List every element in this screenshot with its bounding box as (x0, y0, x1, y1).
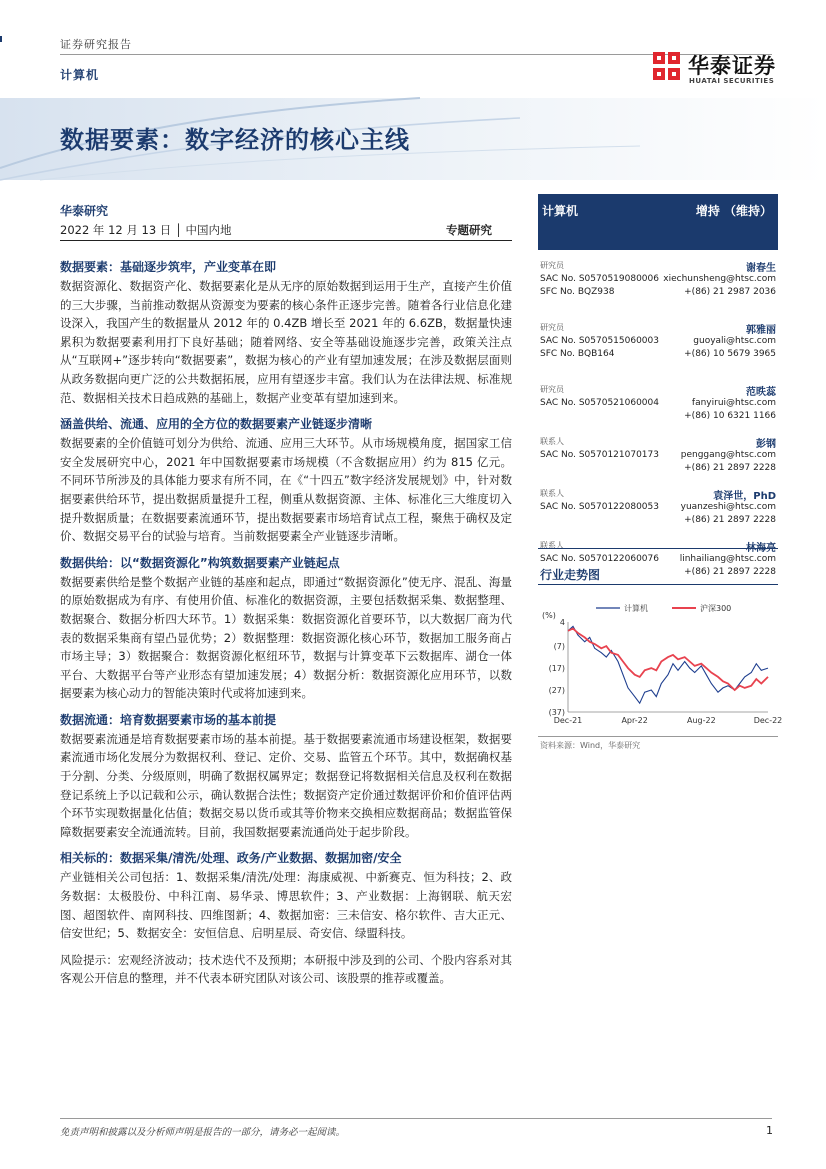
analyst-sac: SAC No. S0570122080053 (540, 502, 659, 512)
footer-rule (60, 1118, 772, 1119)
analyst-name: 谢春生 (746, 263, 776, 274)
section-body: 产业链相关公司包括：1、数据采集/清洗/处理：海康威视、中新赛克、恒为科技；2、政务数据：太极股份、中科江南、易华录、博思软件；3、产业数据：上海钢联、航天宏图、超图软件、南网科技、四维图新；4、数据加密：三未信安、格尔软件、吉大正元、信安世纪；5、数据安全：安恒信息、启明星辰、奇安信、绿盟科技。 (60, 870, 512, 941)
x-tick-label: Dec-21 (553, 716, 583, 725)
section-targets (60, 849, 512, 942)
y-tick-label: 4 (559, 618, 565, 627)
analyst-email[interactable]: guoyali@htsc.com (693, 336, 776, 346)
analyst-phone: +(86) 21 2897 2228 (684, 567, 776, 577)
analyst-role: 联系人 (540, 541, 564, 550)
section-risk (60, 951, 512, 988)
analyst-card (538, 488, 778, 530)
analyst-name: 袁泽世，PhD (713, 491, 776, 502)
section-body: 数据要素的全价值链可划分为供给、流通、应用三大环节。从市场规模角度，据国家工信安全发展研究中心，2021 年中国数据要素市场规模（不含数据应用）约为 815 亿元。不同环节所涉及的具体能力要求有所不同，在《“十四五”数字经济发展规划》中，针对数据要素供给环节，提出数据质量提升工程，侧重从数据资源、主体、标准化三大维度切入提升数据质量；在数据要素流通环节，提出数据要素市场培育试点工程，聚焦于确权及定价、数据交易平台的试验与培育。当前数据要素全产业链逐步清晰。 (60, 436, 512, 544)
trend-chart (538, 594, 783, 734)
section-chain (60, 415, 512, 546)
legend-label: 计算机 (624, 604, 648, 613)
report-title: 数据要素：数字经济的核心主线 (60, 126, 410, 154)
analyst-sfc: SFC No. BQZ938 (540, 287, 615, 297)
section-supply (60, 554, 512, 703)
series-line-hs300 (568, 629, 768, 690)
analyst-role: 研究员 (540, 323, 564, 332)
sidebar-header (538, 194, 778, 224)
section-title: 数据流通：培育数据要素市场的基本前提 (60, 712, 277, 727)
analyst-role: 研究员 (540, 261, 564, 270)
section-title: 相关标的：数据采集/清洗/处理、政务/产业数据、数据加密/安全 (60, 851, 402, 866)
x-tick-label: Dec-22 (753, 716, 783, 725)
analyst-phone: +(86) 10 5679 3965 (684, 349, 776, 359)
analyst-phone: +(86) 10 6321 1166 (684, 411, 776, 421)
footer-disclaimer: 免责声明和披露以及分析师声明是报告的一部分，请务必一起阅读。 (60, 1127, 346, 1138)
y-tick-label: (27) (548, 686, 565, 696)
analyst-email[interactable]: linhailiang@htsc.com (679, 554, 776, 564)
analyst-sac: SAC No. S0570122060076 (540, 554, 659, 564)
analyst-sfc: SFC No. BQB164 (540, 349, 615, 359)
analyst-sac: SAC No. S0570515060003 (540, 336, 659, 346)
trend-title: 行业走势图 (540, 568, 601, 582)
y-axis-unit: (%) (542, 611, 556, 620)
section-body: 数据资源化、数据资产化、数据要素化是从无序的原始数据到运用于生产，直接产生价值的三大步骤，当前推动数据从资源变为要素的核心条件正逐步完善。随着各行业信息化建设深入，我国产生的数据量从 2012 年的 0.4ZB 增长至 2021 年的 6.6ZB，数据量快速累积为数据要素利用打下良好基础；随着网络、安全等基础设施逐步完善，政策关注点从“互联网+”逐步转向“数据要素”，数据为核心的产业有望加速发展；在涉及数据层面则从政务数据向更广泛的公共数据拓展，应用有望逐步丰富。我们认为在法律法规、标准规范、数据相关技术日趋成熟的基础上，数据产业变革有望加速到来。 (60, 279, 512, 405)
y-tick-label: (37) (548, 708, 565, 717)
rating-badge: 增持 （维持） (695, 204, 772, 218)
analyst-card (538, 384, 778, 426)
analyst-name: 林海亮 (746, 543, 776, 554)
analyst-sac: SAC No. S0570521060004 (540, 398, 659, 408)
analyst-phone: +(86) 21 2897 2228 (684, 515, 776, 525)
sidebar-sector: 计算机 (542, 204, 579, 218)
main-content (60, 258, 512, 996)
huatai-logo (652, 50, 782, 90)
analyst-sac: SAC No. S0570121070173 (540, 450, 659, 460)
analyst-card (538, 322, 778, 374)
title-banner (0, 98, 826, 180)
section-title: 涵盖供给、流通、应用的全方位的数据要素产业链逐步清晰 (60, 417, 373, 432)
chart-source: 资料来源：Wind，华泰研究 (540, 741, 641, 750)
x-tick-label: Aug-22 (686, 716, 716, 725)
analyst-name: 范昳蕊 (746, 387, 776, 398)
analyst-role: 联系人 (540, 489, 564, 498)
series-line-computer (568, 626, 768, 703)
analyst-card (538, 260, 778, 312)
sidebar-end-rule (538, 548, 778, 549)
trend-rule (538, 584, 778, 585)
chart-source-rule (538, 736, 778, 737)
analyst-email[interactable]: xiechunsheng@htsc.com (663, 274, 776, 284)
page-number: 1 (766, 1124, 773, 1137)
section-title: 数据供给：以“数据资源化”构筑数据要素产业链起点 (60, 555, 340, 570)
analyst-phone: +(86) 21 2987 2036 (684, 287, 776, 297)
huatai-logo-mark-icon (652, 50, 682, 84)
analyst-sac: SAC No. S0570519080006 (540, 274, 659, 284)
section-circulation (60, 711, 512, 842)
y-tick-label: (7) (553, 642, 565, 652)
logo-cn-text: 华泰证券 (688, 54, 776, 78)
x-tick-label: Apr-22 (621, 716, 648, 725)
research-org: 华泰研究 (60, 204, 109, 218)
analyst-phone: +(86) 21 2897 2228 (684, 463, 776, 473)
risk-note: 风险提示：宏观经济波动；技术迭代不及预期；本研报中涉及到的公司、个股内容系对其客观公开信息的整理，并不代表本研究团队对该公司、该股票的推荐或覆盖。 (60, 952, 512, 986)
analyst-role: 研究员 (540, 385, 564, 394)
header-doc-type: 证券研究报告 (60, 38, 132, 51)
sidebar (538, 194, 778, 582)
analyst-email[interactable]: fanyirui@htsc.com (691, 398, 776, 408)
y-tick-label: (17) (548, 664, 565, 674)
logo-en-text: HUATAI SECURITIES (689, 77, 775, 85)
section-body: 数据要素流通是培育数据要素市场的基本前提。基于数据要素流通市场建设框架，数据要素流通市场化发展分为数据权利、登记、定价、交易、监管五个环节。其中，数据确权基于分割、分类、分级原则，明确了数据权属界定；数据登记将数据相关信息及权利在数据登记系统上予以记载和公示，确认数据合法性；数据资产定价通过数据评价和价值评估两个环节实现数据量化估值；数据交易以货币或其等价物来交换相应数据商品；数据监管保障数据要素安全流通流转。目前，我国数据要素流通尚处于起步阶段。 (60, 731, 512, 839)
header-sector: 计算机 (60, 68, 100, 82)
analyst-role: 联系人 (540, 437, 564, 446)
section-foundation (60, 258, 512, 407)
analyst-name: 郭雅丽 (746, 325, 776, 336)
analyst-email[interactable]: penggang@htsc.com (680, 450, 776, 460)
section-title: 数据要素：基础逐步筑牢，产业变革在即 (60, 260, 277, 274)
analyst-email[interactable]: yuanzeshi@htsc.com (680, 502, 776, 512)
date-rule (60, 240, 512, 241)
analyst-card (538, 436, 778, 478)
left-accent-bar (0, 36, 2, 42)
analyst-name: 彭钢 (756, 439, 776, 450)
legend-label: 沪深300 (700, 604, 732, 613)
sidebar-band (538, 224, 778, 250)
date-region: 2022 年 12 月 13 日 │ 中国内地 (60, 223, 232, 237)
section-body: 数据要素供给是整个数据产业链的基座和起点，即通过“数据资源化”使无序、混乱、海量的原始数据成为有序、有使用价值、标准化的数据资源，主要包括数据采集、数据整理、数据聚合、数据分析四大环节。1）数据采集：数据资源化首要环节，以大数据厂商为代表的数据采集商有望凸显优势；2）数据整理：数据资源化核心环节，数据加工服务商占市场主导；3）数据聚合：数据资源化枢纽环节，数据与计算变革下云数据库、湖仓一体平台、大数据平台等产业形态有望加速发展；4）数据分析：数据资源化应用环节，以数据要素为核心动力的智能决策时代或将加速到来。 (60, 574, 512, 701)
report-kind: 专题研究 (446, 223, 492, 237)
